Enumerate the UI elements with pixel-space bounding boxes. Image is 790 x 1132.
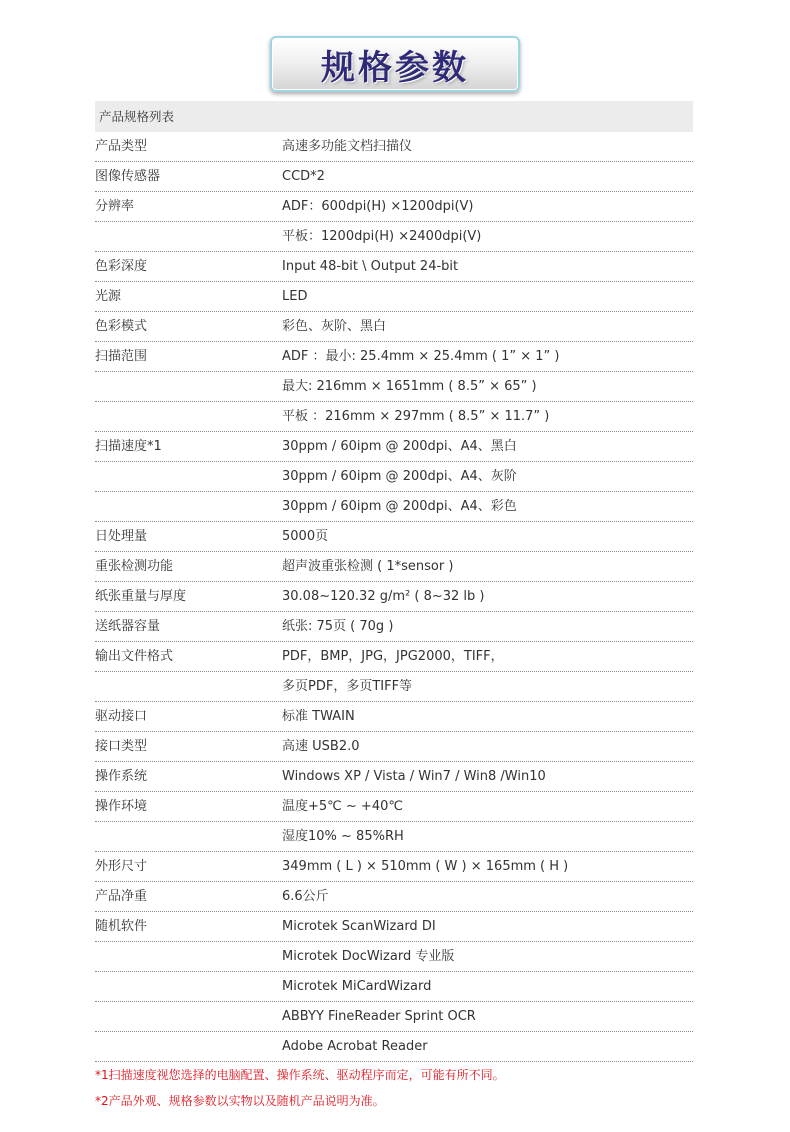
spec-label: 产品类型 <box>95 139 148 154</box>
spec-value: LED <box>282 289 308 304</box>
spec-value: 彩色、灰阶、黑白 <box>282 319 387 334</box>
footnote-1: *1扫描速度视您选择的电脑配置、操作系统、驱动程序而定，可能有所不同。 <box>95 1068 505 1082</box>
spec-row <box>95 642 693 672</box>
spec-row <box>95 402 693 432</box>
spec-row <box>95 822 693 852</box>
spec-value: Microtek ScanWizard DI <box>282 919 436 934</box>
spec-row <box>95 1002 693 1032</box>
spec-label: 纸张重量与厚度 <box>95 589 187 604</box>
spec-label: 色彩模式 <box>95 319 148 334</box>
spec-row <box>95 492 693 522</box>
spec-row <box>95 522 693 552</box>
spec-row <box>95 132 693 162</box>
spec-value: CCD*2 <box>282 169 325 184</box>
spec-value: Windows XP / Vista / Win7 / Win8 /Win10 <box>282 769 546 784</box>
spec-value: ADF：600dpi(H) ×1200dpi(V) <box>282 199 474 214</box>
spec-value: Microtek DocWizard 专业版 <box>282 949 455 964</box>
spec-value: Microtek MiCardWizard <box>282 979 432 994</box>
title-banner <box>270 36 520 92</box>
spec-row <box>95 942 693 972</box>
spec-row <box>95 1032 693 1062</box>
spec-label: 产品净重 <box>95 889 148 904</box>
spec-label: 外形尺寸 <box>95 859 148 874</box>
spec-row <box>95 732 693 762</box>
spec-table <box>95 101 693 1062</box>
spec-row <box>95 312 693 342</box>
spec-row <box>95 252 693 282</box>
spec-value: 平板：1200dpi(H) ×2400dpi(V) <box>282 229 482 244</box>
spec-label: 重张检测功能 <box>95 559 174 574</box>
spec-value: PDF，BMP，JPG，JPG2000，TIFF， <box>282 649 504 664</box>
spec-row <box>95 462 693 492</box>
spec-value: 30ppm / 60ipm @ 200dpi、A4、灰阶 <box>282 469 517 484</box>
spec-row <box>95 372 693 402</box>
spec-label: 驱动接口 <box>95 709 148 724</box>
footnotes <box>95 1062 505 1114</box>
spec-value: 最大: 216mm × 1651mm ( 8.5” × 65” ) <box>282 379 537 394</box>
spec-value: ADF ：最小: 25.4mm × 25.4mm ( 1” × 1” ) <box>282 349 560 364</box>
spec-value: ABBYY FineReader Sprint OCR <box>282 1009 476 1024</box>
spec-value: 平板 ：216mm × 297mm ( 8.5” × 11.7” ) <box>282 409 550 424</box>
spec-value: 标准 TWAIN <box>282 709 355 724</box>
spec-label: 分辨率 <box>95 199 135 214</box>
spec-row <box>95 612 693 642</box>
spec-value: 多页PDF，多页TIFF等 <box>282 679 413 694</box>
spec-label: 送纸器容量 <box>95 619 161 634</box>
spec-label: 扫描速度*1 <box>95 439 162 454</box>
spec-value: 5000页 <box>282 529 329 544</box>
spec-row <box>95 342 693 372</box>
spec-value: 349mm ( L ) × 510mm ( W ) × 165mm ( H ) <box>282 859 569 874</box>
page-title: 规格参数 <box>321 47 469 88</box>
spec-value: 30.08~120.32 g/m² ( 8~32 lb ) <box>282 589 485 604</box>
spec-row <box>95 582 693 612</box>
spec-row <box>95 852 693 882</box>
spec-row <box>95 552 693 582</box>
spec-value: 30ppm / 60ipm @ 200dpi、A4、彩色 <box>282 499 517 514</box>
spec-value: 湿度10% ~ 85%RH <box>282 829 404 844</box>
spec-label: 输出文件格式 <box>95 649 174 664</box>
spec-row <box>95 162 693 192</box>
spec-label: 色彩深度 <box>95 259 148 274</box>
spec-value: Input 48-bit \ Output 24-bit <box>282 259 459 274</box>
spec-value: 超声波重张检测 ( 1*sensor ) <box>282 559 454 574</box>
spec-label: 光源 <box>95 289 122 304</box>
spec-label: 扫描范围 <box>95 349 148 364</box>
spec-row <box>95 912 693 942</box>
spec-row <box>95 792 693 822</box>
spec-row <box>95 882 693 912</box>
spec-row <box>95 192 693 222</box>
spec-row <box>95 972 693 1002</box>
spec-value: Adobe Acrobat Reader <box>282 1039 428 1054</box>
spec-value: 30ppm / 60ipm @ 200dpi、A4、黑白 <box>282 439 517 454</box>
spec-label: 图像传感器 <box>95 169 161 184</box>
footnote-2: *2产品外观、规格参数以实物以及随机产品说明为准。 <box>95 1094 385 1108</box>
spec-label: 操作系统 <box>95 769 148 784</box>
spec-label: 接口类型 <box>95 739 148 754</box>
spec-row <box>95 432 693 462</box>
spec-label: 日处理量 <box>95 529 148 544</box>
spec-row <box>95 762 693 792</box>
spec-row <box>95 702 693 732</box>
spec-value: 高速多功能文档扫描仪 <box>282 139 413 154</box>
spec-row <box>95 282 693 312</box>
spec-table-header: 产品规格列表 <box>95 101 693 132</box>
spec-label: 随机软件 <box>95 919 148 934</box>
spec-row <box>95 672 693 702</box>
spec-value: 高速 USB2.0 <box>282 739 360 754</box>
spec-label: 操作环境 <box>95 799 148 814</box>
spec-value: 温度+5℃ ~ +40℃ <box>282 799 403 814</box>
spec-value: 纸张: 75页 ( 70g ) <box>282 619 394 634</box>
spec-value: 6.6公斤 <box>282 889 329 904</box>
spec-rows <box>95 132 693 1062</box>
spec-row <box>95 222 693 252</box>
